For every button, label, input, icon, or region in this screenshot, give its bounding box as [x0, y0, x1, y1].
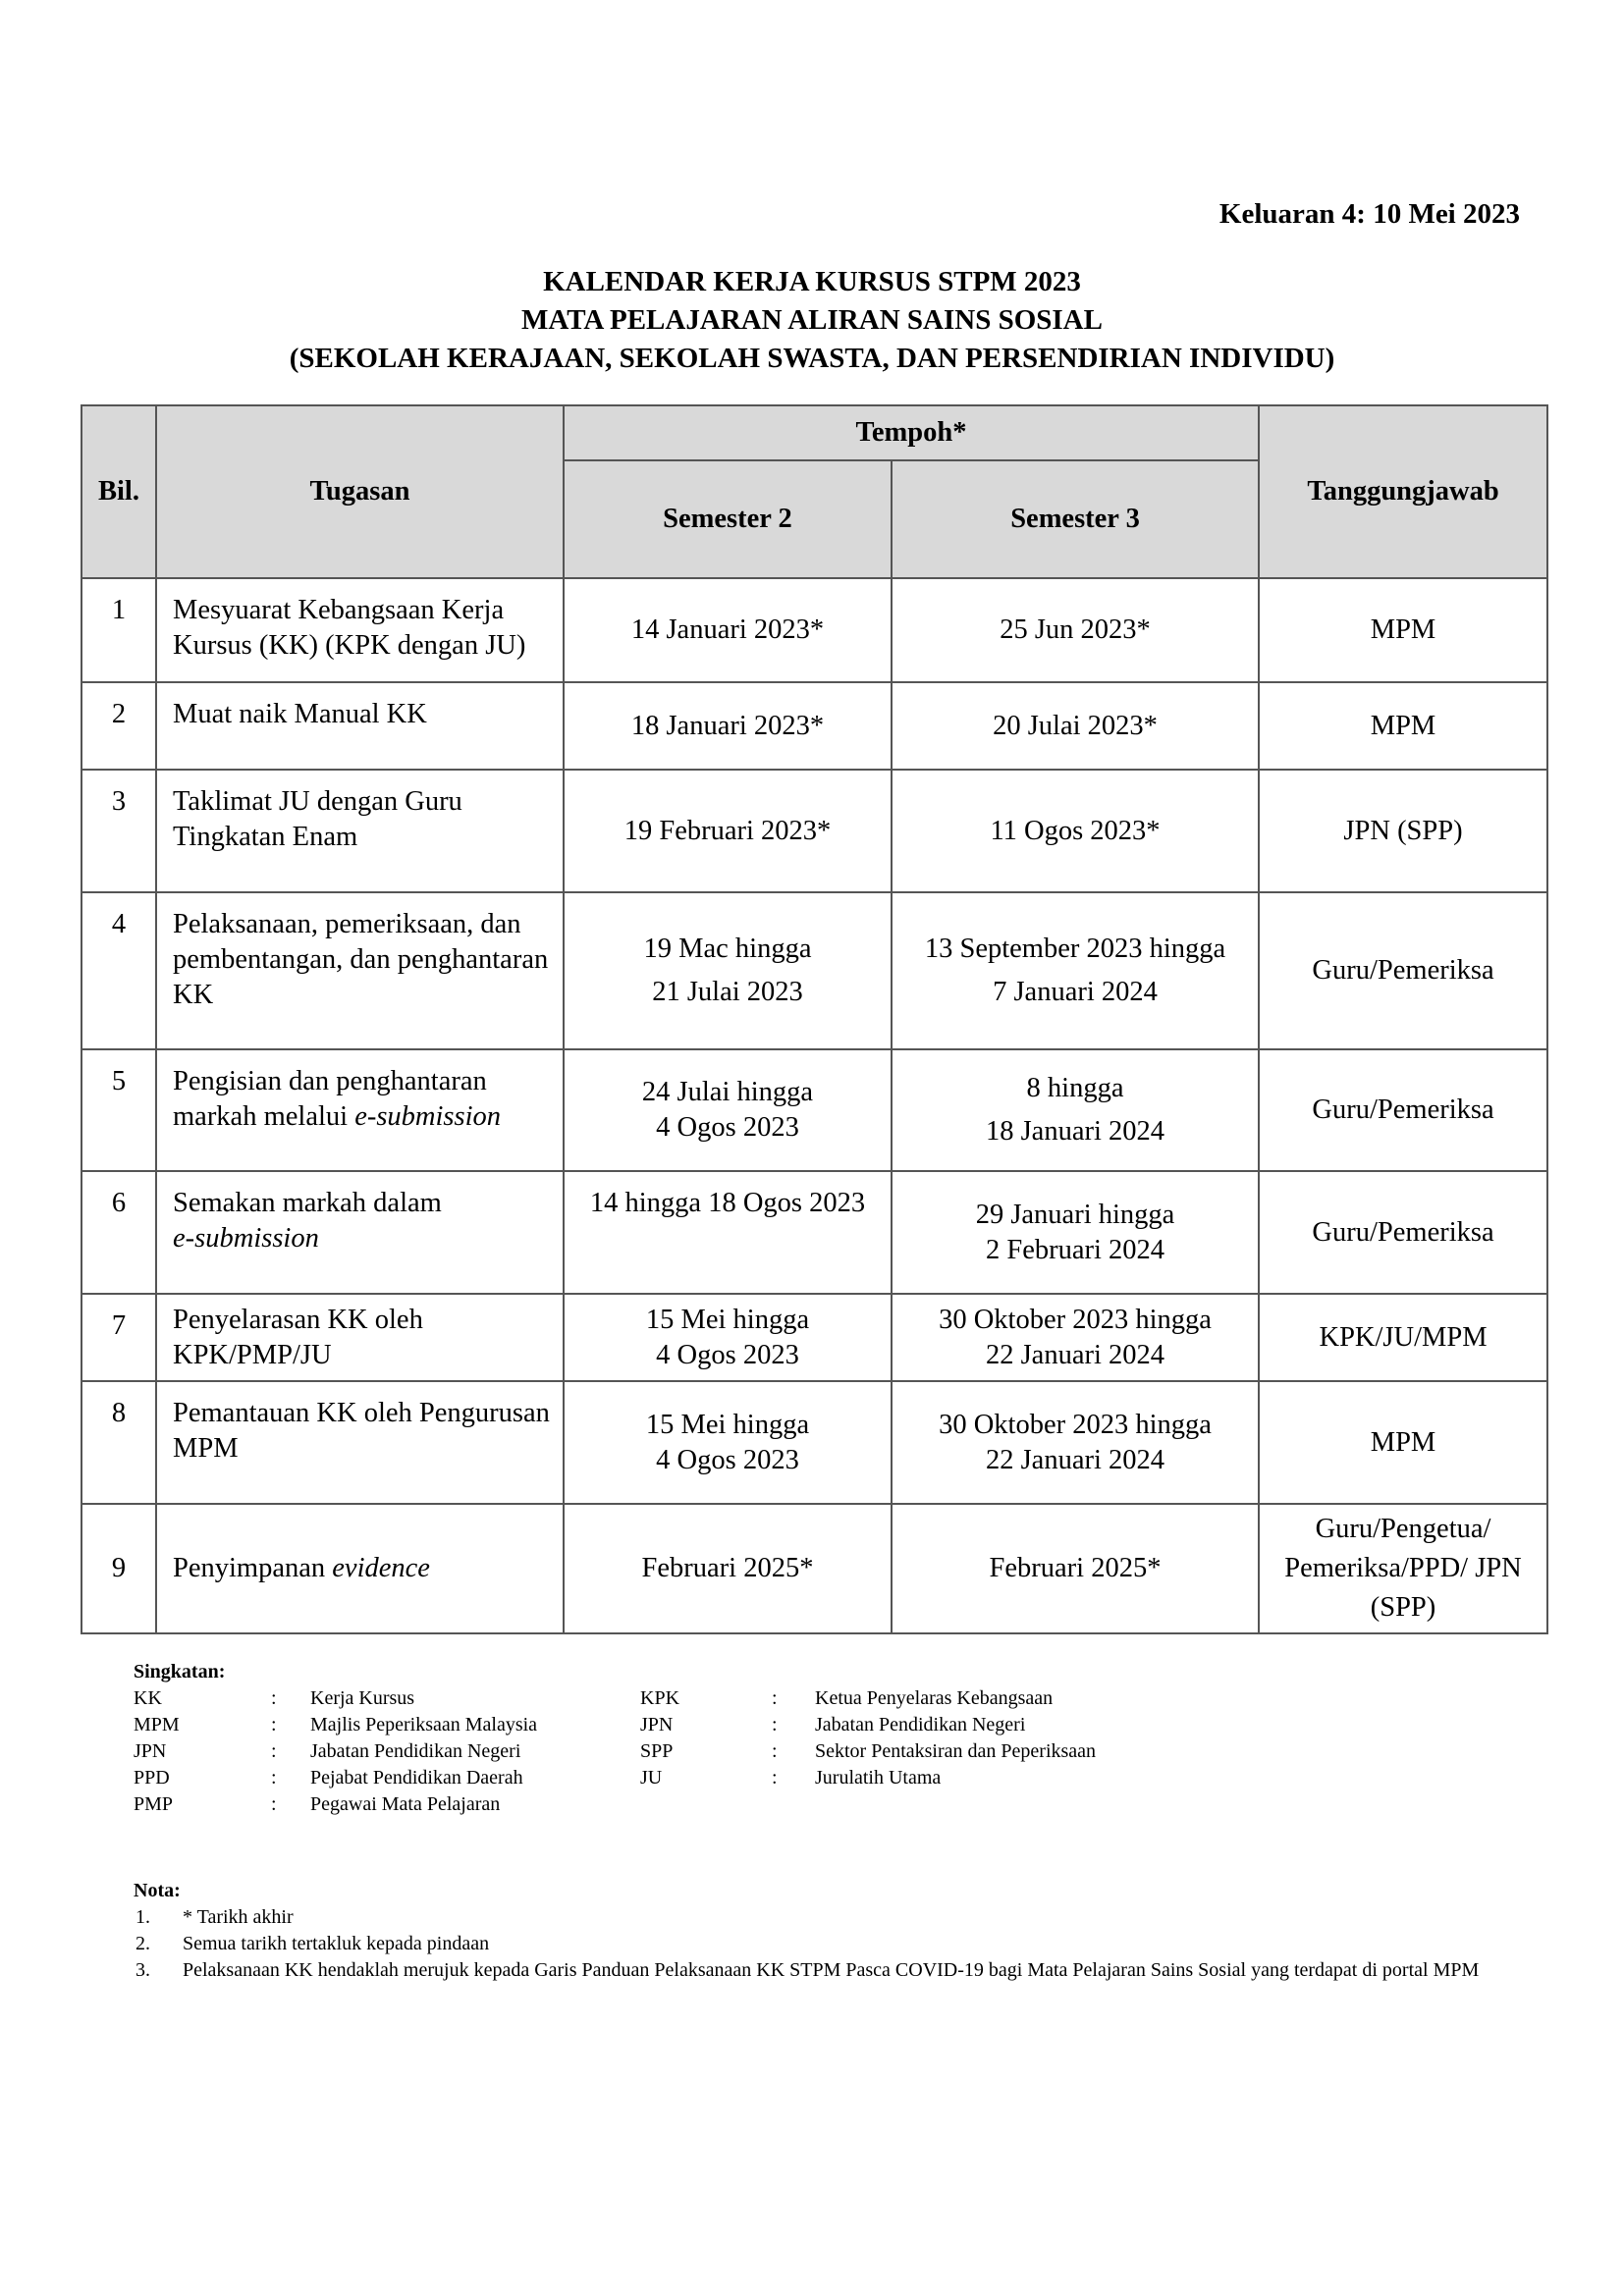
task-cell — [156, 1504, 564, 1633]
responsibility-line: Pemeriksa/PPD/ JPN — [1284, 1553, 1522, 1583]
task-term: evidence — [332, 1553, 430, 1583]
abbreviation-code: KK — [134, 1687, 162, 1709]
abbreviation-code: PPD — [134, 1767, 170, 1789]
abbreviation-code: SPP — [640, 1740, 674, 1762]
task-cell — [156, 1171, 564, 1294]
responsibility-cell: MPM — [1259, 578, 1547, 682]
date-range-start: 13 September 2023 hingga — [924, 934, 1226, 964]
semester-2-cell: 18 Januari 2023* — [564, 682, 892, 770]
semester-2-cell — [564, 1049, 892, 1171]
semester-3-cell — [892, 1381, 1259, 1504]
table-row — [81, 682, 1547, 770]
row-number: 1 — [81, 578, 156, 682]
note-number: 3. — [135, 1959, 150, 1981]
abbreviation-separator: : — [271, 1714, 277, 1735]
table-row — [81, 892, 1547, 1049]
row-number: 4 — [81, 892, 156, 1049]
abbreviation-separator: : — [271, 1767, 277, 1789]
abbreviation-separator: : — [772, 1714, 778, 1735]
date-range-start: 15 Mei hingga — [645, 1409, 810, 1440]
task-cell — [156, 1049, 564, 1171]
note-item — [134, 1957, 1547, 1984]
task-cell: Pelaksanaan, pemeriksaan, dan pembentangan, dan penghantaran KK — [156, 892, 564, 1049]
responsibility-cell: KPK/JU/MPM — [1259, 1294, 1547, 1381]
task-term: e-submission — [173, 1223, 319, 1254]
abbreviations-section — [134, 1659, 1115, 1818]
responsibility-cell: MPM — [1259, 682, 1547, 770]
semester-2-cell — [564, 1381, 892, 1504]
abbreviation-meaning: Sektor Pentaksiran dan Peperiksaan — [815, 1740, 1097, 1762]
abbreviation-code: PMP — [134, 1793, 174, 1815]
date-range-end: 18 Januari 2024 — [985, 1116, 1165, 1147]
header-bil: Bil. — [81, 405, 156, 578]
table-row — [81, 1294, 1547, 1381]
abbreviation-code: JU — [640, 1767, 663, 1789]
semester-3-cell — [892, 1171, 1259, 1294]
responsibility-cell: Guru/Pemeriksa — [1259, 1049, 1547, 1171]
table-row — [81, 1381, 1547, 1504]
abbreviation-row — [134, 1738, 1115, 1765]
row-number: 8 — [81, 1381, 156, 1504]
abbreviation-separator: : — [271, 1687, 277, 1709]
abbreviation-meaning: Jurulatih Utama — [815, 1767, 942, 1789]
task-cell: Penyelarasan KK oleh KPK/PMP/JU — [156, 1294, 564, 1381]
row-number: 6 — [81, 1171, 156, 1294]
responsibility-line: (SPP) — [1370, 1592, 1436, 1623]
date-range-end: 4 Ogos 2023 — [656, 1112, 799, 1143]
abbreviation-row — [134, 1712, 1115, 1738]
semester-3-cell — [892, 1049, 1259, 1171]
note-item — [134, 1931, 1547, 1957]
abbreviation-row — [134, 1791, 1115, 1818]
task-cell: Taklimat JU dengan Guru Tingkatan Enam — [156, 770, 564, 892]
date-range-start: 30 Oktober 2023 hingga — [939, 1409, 1212, 1440]
responsibility-cell: JPN (SPP) — [1259, 770, 1547, 892]
document-title — [0, 263, 1624, 378]
row-number: 5 — [81, 1049, 156, 1171]
responsibility-cell: Guru/Pemeriksa — [1259, 892, 1547, 1049]
abbreviation-meaning: Kerja Kursus — [310, 1687, 415, 1709]
abbreviation-separator: : — [772, 1740, 778, 1762]
abbreviation-separator: : — [772, 1767, 778, 1789]
table-row — [81, 770, 1547, 892]
row-number: 3 — [81, 770, 156, 892]
date-range-start: 24 Julai hingga — [641, 1077, 814, 1107]
note-number: 2. — [135, 1933, 150, 1954]
semester-2-cell: 14 hingga 18 Ogos 2023 — [564, 1171, 892, 1294]
abbreviation-meaning: Jabatan Pendidikan Negeri — [310, 1740, 521, 1762]
abbreviation-row — [134, 1685, 1115, 1712]
notes-section — [134, 1878, 1547, 1984]
title-line-3: (SEKOLAH KERAJAAN, SEKOLAH SWASTA, DAN PERSENDIRIAN INDIVIDU) — [289, 343, 1335, 374]
date-range-start: 30 Oktober 2023 hingga — [939, 1304, 1212, 1335]
note-number: 1. — [135, 1906, 150, 1928]
date-range-end: 22 Januari 2024 — [985, 1444, 1165, 1475]
semester-3-cell: 20 Julai 2023* — [892, 682, 1259, 770]
abbreviation-code: KPK — [640, 1687, 680, 1709]
row-number: 2 — [81, 682, 156, 770]
date-range-start: 19 Mac hingga — [643, 934, 812, 964]
abbreviation-separator: : — [271, 1740, 277, 1762]
row-number: 9 — [81, 1504, 156, 1633]
date-range-end: 4 Ogos 2023 — [656, 1339, 799, 1370]
abbreviation-code: JPN — [134, 1740, 167, 1762]
note-item — [134, 1904, 1547, 1931]
semester-3-cell — [892, 892, 1259, 1049]
semester-3-cell — [892, 1294, 1259, 1381]
note-text: Pelaksanaan KK hendaklah merujuk kepada Garis Panduan Pelaksanaan KK STPM Pasca COVID-19 bagi Mata Pelajaran Sains Sosial yang terdapat di portal MPM — [183, 1959, 1480, 1981]
task-term: e-submission — [354, 1101, 502, 1132]
responsibility-cell — [1259, 1504, 1547, 1633]
responsibility-cell: Guru/Pemeriksa — [1259, 1171, 1547, 1294]
semester-2-cell — [564, 892, 892, 1049]
abbreviation-meaning: Ketua Penyelaras Kebangsaan — [815, 1687, 1054, 1709]
semester-2-cell: Februari 2025* — [564, 1504, 892, 1633]
table-row — [81, 1171, 1547, 1294]
semester-2-cell — [564, 1294, 892, 1381]
task-text: Semakan markah dalam — [173, 1188, 442, 1218]
header-tanggungjawab: Tanggungjawab — [1259, 405, 1547, 578]
date-range-end: 4 Ogos 2023 — [656, 1444, 799, 1475]
date-range-start: 8 hingga — [1026, 1073, 1124, 1103]
semester-3-cell: 11 Ogos 2023* — [892, 770, 1259, 892]
abbreviation-code: JPN — [640, 1714, 674, 1735]
abbreviations-heading: Singkatan: — [134, 1661, 226, 1682]
abbreviation-separator: : — [271, 1793, 277, 1815]
header-semester-3: Semester 3 — [892, 460, 1259, 578]
table-row — [81, 578, 1547, 682]
title-line-1: KALENDAR KERJA KURSUS STPM 2023 — [543, 266, 1081, 297]
date-range-end: 21 Julai 2023 — [652, 977, 803, 1007]
note-text: Semua tarikh tertakluk kepada pindaan — [183, 1933, 490, 1954]
abbreviation-row — [134, 1765, 1115, 1791]
date-range-start: 29 Januari hingga — [975, 1199, 1175, 1230]
header-tugasan: Tugasan — [156, 405, 564, 578]
date-range-end: 2 Februari 2024 — [985, 1234, 1165, 1265]
semester-3-cell: Februari 2025* — [892, 1504, 1259, 1633]
task-cell: Pemantauan KK oleh Pengurusan MPM — [156, 1381, 564, 1504]
title-line-2: MATA PELAJARAN ALIRAN SAINS SOSIAL — [521, 304, 1103, 336]
semester-3-cell: 25 Jun 2023* — [892, 578, 1259, 682]
date-range-start: 15 Mei hingga — [645, 1304, 810, 1335]
abbreviation-meaning: Pegawai Mata Pelajaran — [310, 1793, 501, 1815]
semester-2-cell: 19 Februari 2023* — [564, 770, 892, 892]
semester-2-cell: 14 Januari 2023* — [564, 578, 892, 682]
notes-heading: Nota: — [134, 1880, 181, 1901]
abbreviation-code: MPM — [134, 1714, 180, 1735]
responsibility-cell: MPM — [1259, 1381, 1547, 1504]
release-info: Keluaran 4: 10 Mei 2023 — [1218, 198, 1520, 230]
task-cell: Mesyuarat Kebangsaan Kerja Kursus (KK) (KPK dengan JU) — [156, 578, 564, 682]
schedule-table — [81, 404, 1548, 1634]
abbreviation-separator: : — [772, 1687, 778, 1709]
abbreviation-meaning: Jabatan Pendidikan Negeri — [815, 1714, 1026, 1735]
abbreviation-meaning: Majlis Peperiksaan Malaysia — [310, 1714, 538, 1735]
row-number: 7 — [81, 1294, 156, 1381]
task-cell: Muat naik Manual KK — [156, 682, 564, 770]
responsibility-line: Guru/Pengetua/ — [1315, 1514, 1491, 1544]
table-row — [81, 1049, 1547, 1171]
task-text: Pengisian dan penghantaran markah melalui — [173, 1066, 487, 1132]
note-text: * Tarikh akhir — [183, 1906, 294, 1928]
date-range-end: 7 Januari 2024 — [993, 977, 1158, 1007]
header-tempoh: Tempoh* — [564, 405, 1259, 460]
table-row — [81, 1504, 1547, 1633]
task-text: Penyimpanan — [173, 1553, 333, 1583]
date-range-end: 22 Januari 2024 — [985, 1339, 1165, 1370]
header-semester-2: Semester 2 — [564, 460, 892, 578]
abbreviation-meaning: Pejabat Pendidikan Daerah — [310, 1767, 523, 1789]
